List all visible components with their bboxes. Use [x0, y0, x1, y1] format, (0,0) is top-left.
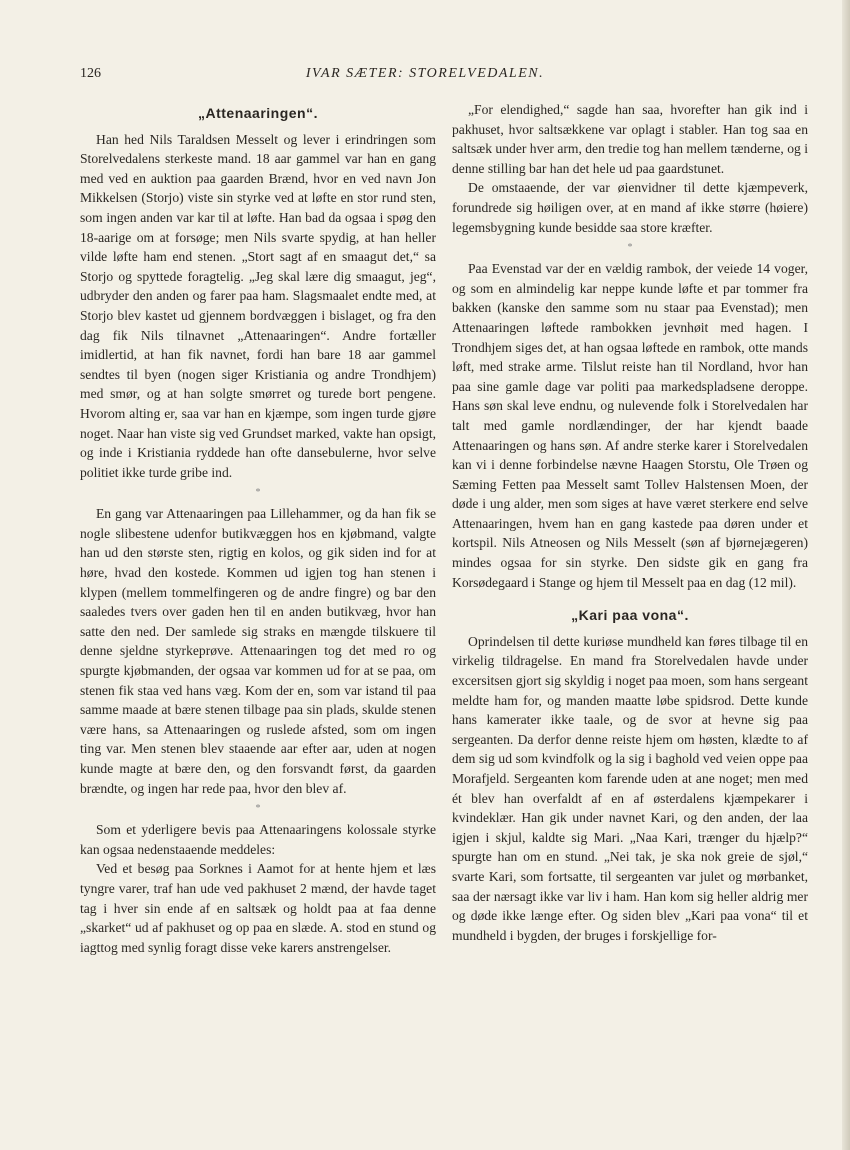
paragraph: Oprindelsen til dette kuriøse mundheld kan føres tilbage til en virkelig tildragelse. En mand fra Storelvedalen havde under excersitsen gjort sig skyldig i noget paa moen, som hans sergeant meldte ham for, og manden maatte løbe spidsrod. Dette kunde hans kamerater ikke taale, og de svor at hevne sig paa sergeanten. Da derfor denne reiste hjem om høsten, klædte to af dem sig ud som kvindfolk og la sig i baghold ved veien oppe paa Morafjeld. Sergeanten kom farende uden at ane noget; men med ét blev han overfaldt af en af østerdalens kjæmpekarer i kvindeklær. Han gik under navnet Kari, og den anden, der laa igjen i skjul, kaldte sig Mari. „Naa Kari, trænger du hjælp?“ spurgte han om en stund. „Nei tak, je ska nok greie de sjøl,“ svarte Kari, som fortsatte, til sergeanten var julet og mørbanket, saa der nærsagt ikke var liv i ham. Han kom sig heller aldrig mer og døde ikke længe efter. Og siden blev „Kari paa vona“ til et mundheld i bygden, der bruges i forskjellige for- [452, 633, 808, 943]
section-separator: * [627, 242, 633, 254]
paragraph: Ved et besøg paa Sorknes i Aamot for at hente hjem et læs tyngre varer, traf han ude ved pakhuset 2 mænd, der havde taget tag i hver sin ende af en saltsæk og holdt paa at faa denne „skarket“ ud af pakhuset og op paa en slæde. A. stod en stund og iagttog med synlig foragt disse veke karers anstrengelser. [80, 861, 436, 955]
page-number: 126 [80, 66, 101, 81]
section-heading-kari-paa-vona: „Kari paa vona“. [571, 607, 689, 624]
right-column [452, 100, 808, 945]
left-column [80, 100, 436, 957]
paragraph: Paa Evenstad var der en vældig rambok, der veiede 14 voger, og som en almindelig kar neppe kunde løfte et par tommer fra bakken (kanske den samme som nu staar paa Evenstad); men Attenaaringen løftede rambokken jevnhøit med hagen. I Trondhjem siges det, at han ogsaa løftede en rambok, otte mands løft, med strake arme. Tilslut reiste han til Nordland, hvor han paa sine gamle dage var politi paa markedspladsene deroppe. Hans søn skal leve endnu, og nulevende folk i Storelvedalen har talt med gamle nordlændinger, der har kjendt baade Attenaaringen og hans søn. Af andre sterke karer i Storelvedalen kan vi i denne forbindelse nævne Haagen Storstu, Ole Trøen og Sæming Fetten paa Messelt samt Tollev Halstensen Moen, der døde i ung alder, men som siges at have været sterkere end selve Attenaaringen, hvem han en gang kastede paa døren under et kortspil. Nils Atneosen og Nils Messelt (søn af bjørnejægeren) mindes ogsaa for sin styrke. Den sidste gik en gang fra Korsødegaard i Stange og hjem til Messelt paa en dag (12 mil). [452, 261, 808, 590]
section-heading-attenaaringen: „Attenaaringen“. [197, 105, 318, 121]
paragraph: En gang var Attenaaringen paa Lillehammer, og da han fik se nogle slibestene udenfor butikvæggen hos en kjøbmand, valgte han ud den største sten, rigtig en kolos, og gik siden ind for at høre, hvad den kostede. Kommen ud igjen tog han stenen i klypen (mellem tommelfingeren og de andre fingre) og bar den saaledes tvers over gaden hen til en anden butikvæg, hvor han satte den ned. Der samlede sig straks en mængde tilskuere til denne sjeldne styrkeprøve. Attenaaringen tog det med ro og spurgte kjøbmanden, der ogsaa var kommen ud for at se paa, om stenen fik staa ved hans væg. Kom der en, som var istand til paa samme maade at bære stenen tilbage paa sin plads, skulde stenen være hans, sa Attenaaringen og ruslede afsted, som om ingen ting var. Men stenen blev staaende aar efter aar, uden at nogen kunde magte at bære den, og den forsvandt først, da gaarden brændte, og ingen har rede paa, hvor den blev af. [80, 506, 436, 796]
page-edge [842, 0, 850, 1150]
running-title: IVAR SÆTER: STORELVEDALEN. [305, 66, 545, 81]
section-separator: * [255, 803, 261, 815]
section-separator: * [255, 487, 261, 499]
paragraph: Som et yderligere bevis paa Attenaaringens kolossale styrke kan ogsaa nedenstaaende meddeles: [80, 822, 436, 857]
paragraph: De omstaaende, der var øienvidner til dette kjæmpeverk, forundrede sig høiligen over, at en mand af ikke større (høiere) legemsbygning kunde besidde saa store kræfter. [452, 180, 808, 235]
spacer [452, 592, 808, 602]
page-header [80, 66, 770, 86]
paragraph: Han hed Nils Taraldsen Messelt og lever i erindringen som Storelvedalens sterkeste mand. 18 aar gammel var han en gang med ved en auktion paa gaarden Brænd, hvor en ved navn Jon Mikkelsen (Storjo) viste sin styrke ved at løfte en stor rund sten, som ingen anden var kar til at løfte. Han bad da ogsaa i spøg den 18-aarige om at forsøge; men Nils svarte spydig, at han heller vilde løfte ham end stenen. „Stort sagt af en smaagut det,“ sa Storjo og spyttede foragtelig. „Jeg skal lære dig smaagut, jeg“, udbryder den anden og farer paa ham. Slagsmaalet endte med, at Storjo blev kastet ud gjennem bordvæggen i bislaget, og fra den dag fik Nils tilnavnet „Attenaaringen“. Andre fortæller imidlertid, at han fik navnet, fordi han bare 18 aar gammel sendtes til byen (nogen siger Kristiania og andre Trondhjem) med smør, og at han solgte smørret og turede bort pengene. Hvorom alting er, saa var han en kjæmpe, som ingen turde gjøre noget. Naar han viste sig ved Grundset marked, vakte han opsigt, og inde i Kristiania ryddede han ofte dansebulerne, hvor selve politiet ikke turde gribe ind. [80, 131, 436, 480]
paragraph: „For elendighed,“ sagde han saa, hvorefter han gik ind i pakhuset, hvor saltsækkene var oplagt i stabler. Han tog saa en saltsæk under hver arm, den tredie tog han mellem tænderne, og i denne stilling bar han det hele ud paa gaardstunet. [452, 102, 808, 176]
